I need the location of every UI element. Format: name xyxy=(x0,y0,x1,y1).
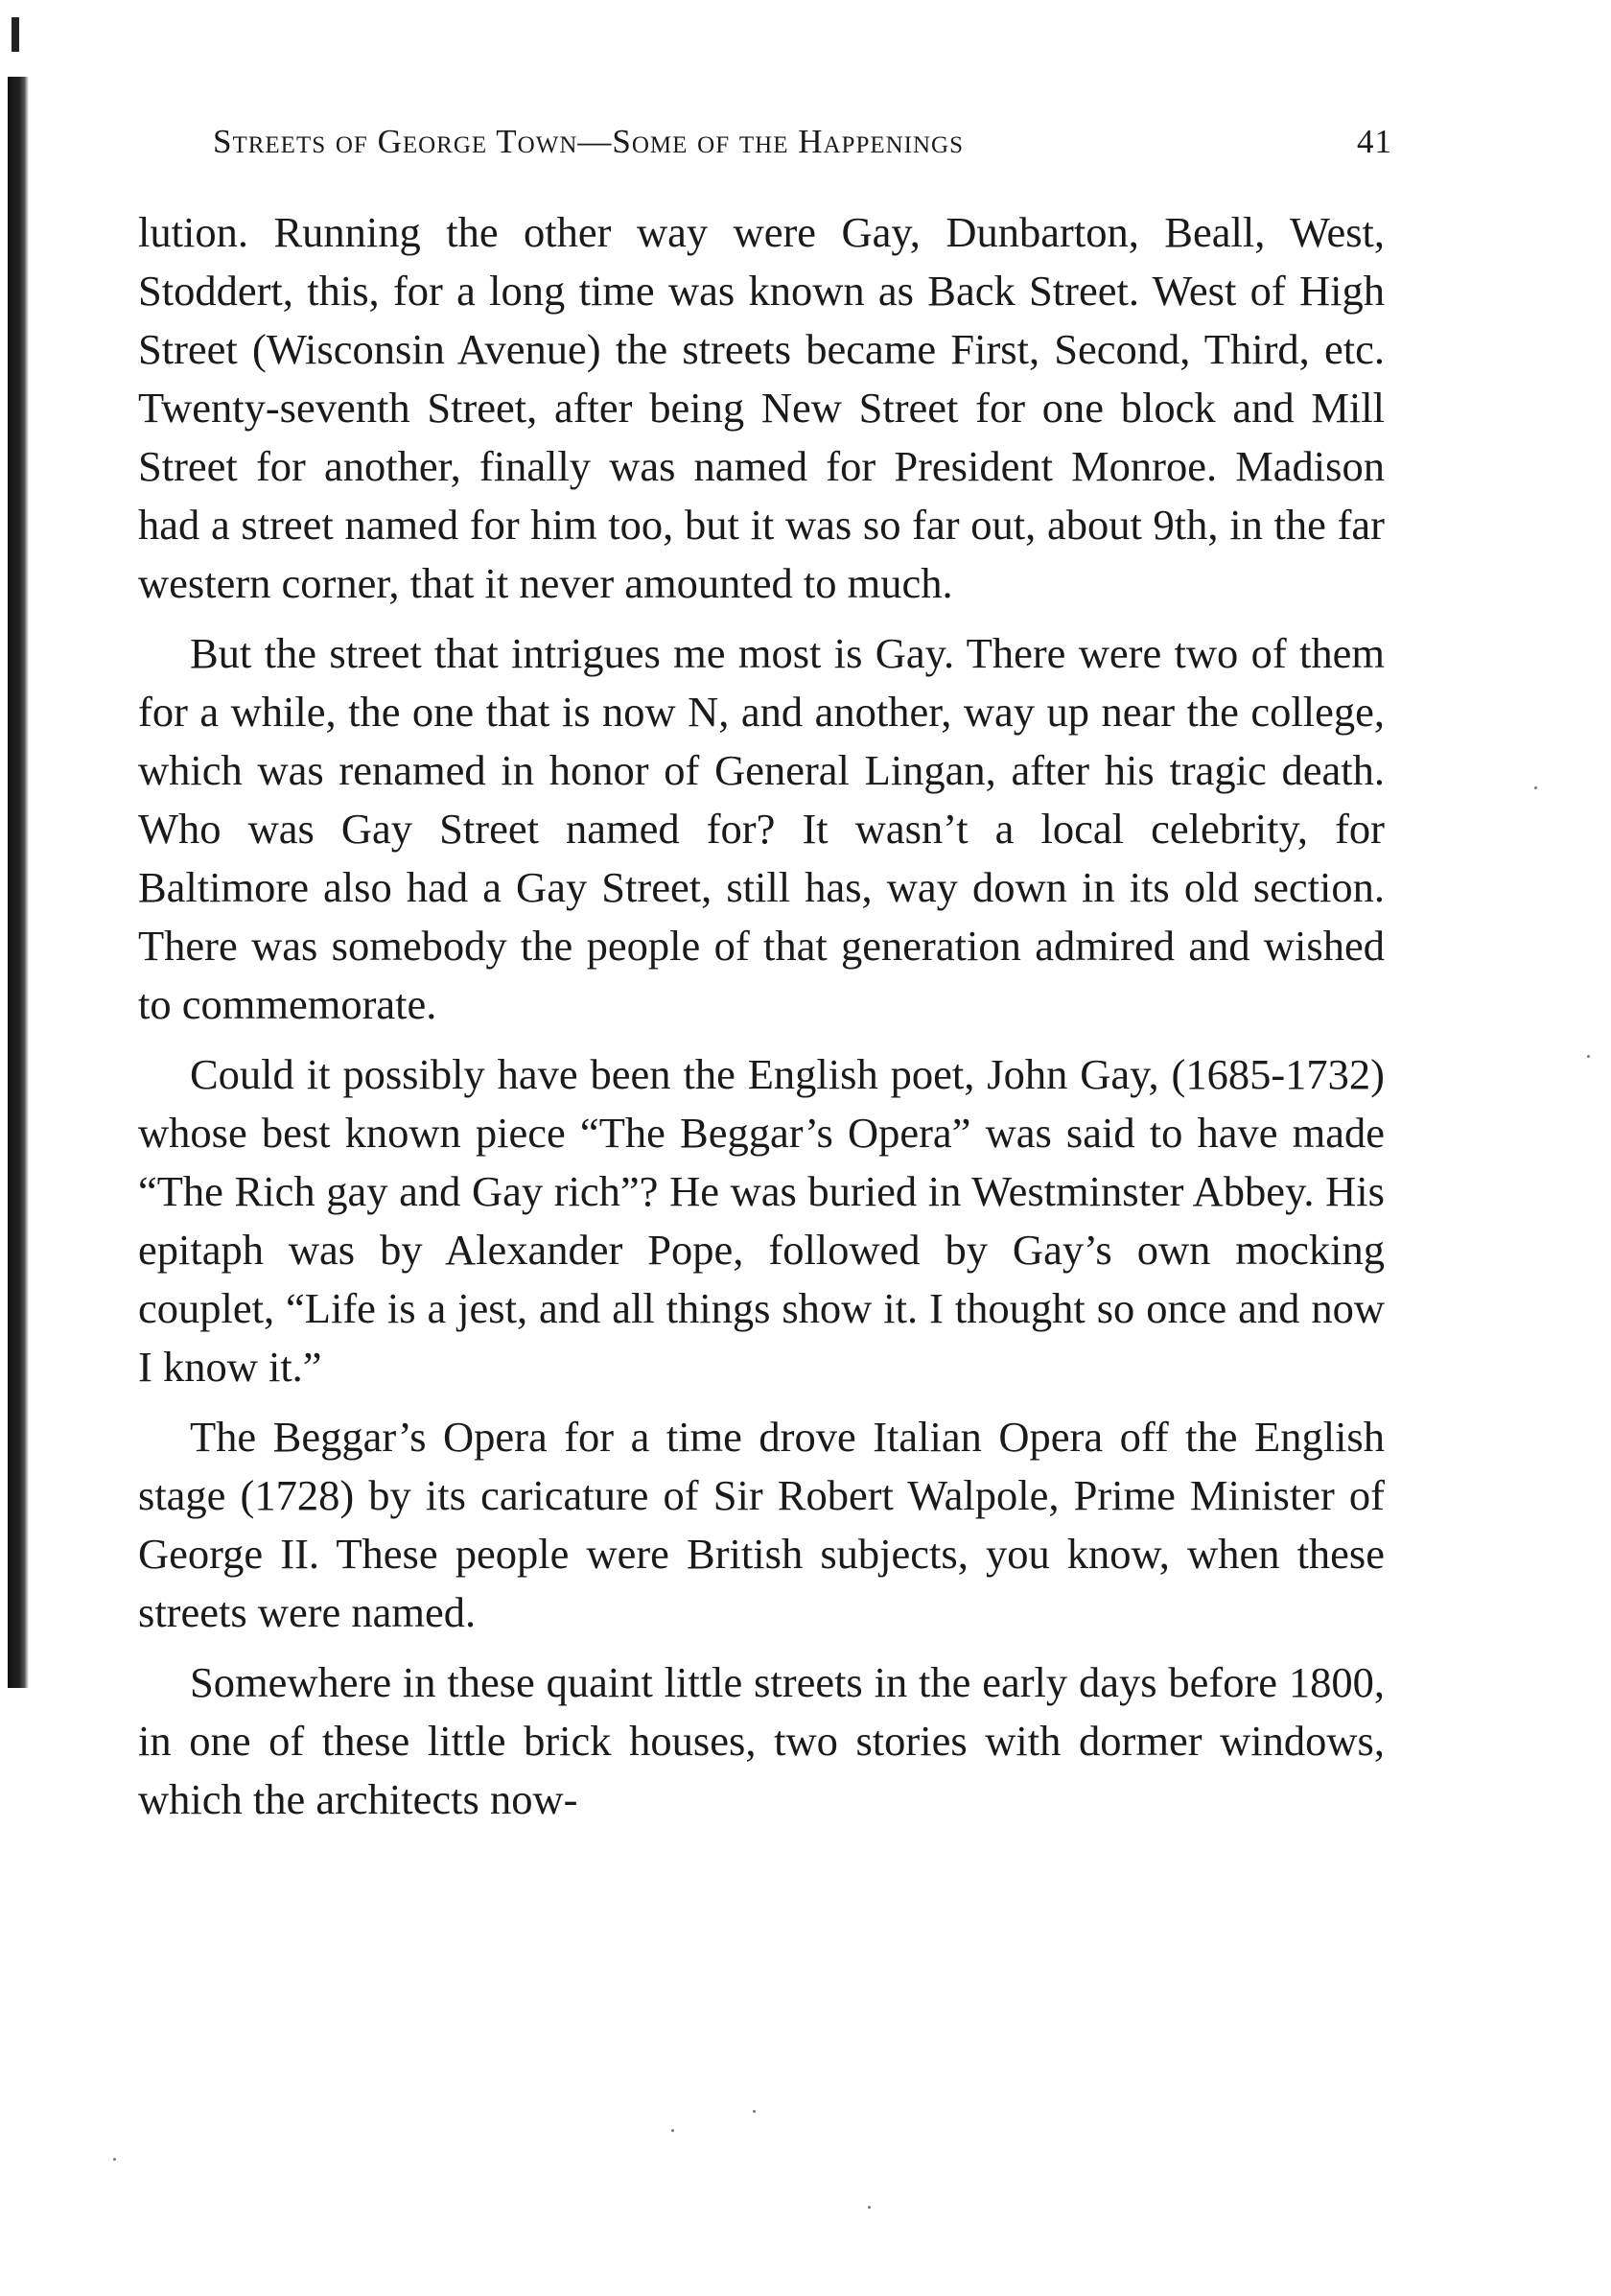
scan-speck xyxy=(753,2110,756,2113)
scan-speck xyxy=(113,2158,116,2161)
paragraph-2: But the street that intrigues me most is Gay. There were two of them for a while, the one that is now N, and another, way up near the college, which was renamed in honor of General Lingan, after his tragic death. Who was Gay Street named for? It wasn’t a local celebrity, for Baltimore also had a Gay Street, still has, way down in its old section. There was somebody the people of that generation admired and wished to commemorate. xyxy=(138,629,1385,1028)
scan-speck xyxy=(868,2206,871,2209)
scan-speck xyxy=(1534,786,1537,789)
binding-edge-shadow xyxy=(8,77,29,1688)
paragraph-3: Could it possibly have been the English poet, John Gay, (1685-1732) whose best known piece “The Beggar’s Opera” was said to have made “The Rich gay and Gay rich”? He was buried in Westminster Abbey. His epitaph was by Alexander Pope, followed by Gay’s own mocking couplet, “Life is a jest, and all things show it. I thought so once and now I know it.” xyxy=(138,1050,1385,1391)
scan-speck xyxy=(671,2129,674,2132)
binding-mark xyxy=(12,17,19,52)
page-number: 41 xyxy=(1357,123,1392,160)
running-head xyxy=(213,123,1392,180)
body-text xyxy=(138,203,1385,1840)
paragraph-1: lution. Running the other way were Gay, Dunbarton, Beall, West, Stoddert, this, for a long time was known as Back Street. West of High Street (Wisconsin Avenue) the streets became First, Second, Third, etc. Twenty-seventh Street, after being New Street for one block and Mill Street for another, finally was named for President Monroe. Madison had a street named for him too, but it was so far out, about 9th, in the far western corner, that it never amounted to much. xyxy=(138,208,1385,607)
scan-speck xyxy=(1587,1055,1590,1058)
running-head-title: Streets of George Town—Some of the Happenings xyxy=(213,123,965,160)
paragraph-5: Somewhere in these quaint little streets in the early days before 1800, in one of these little brick houses, two stories with dormer windows, which the architects now- xyxy=(138,1658,1385,1823)
paragraph-4: The Beggar’s Opera for a time drove Italian Opera off the English stage (1728) by its caricature of Sir Robert Walpole, Prime Minister of George II. These people were British subjects, you know, when these streets were named. xyxy=(138,1413,1385,1636)
